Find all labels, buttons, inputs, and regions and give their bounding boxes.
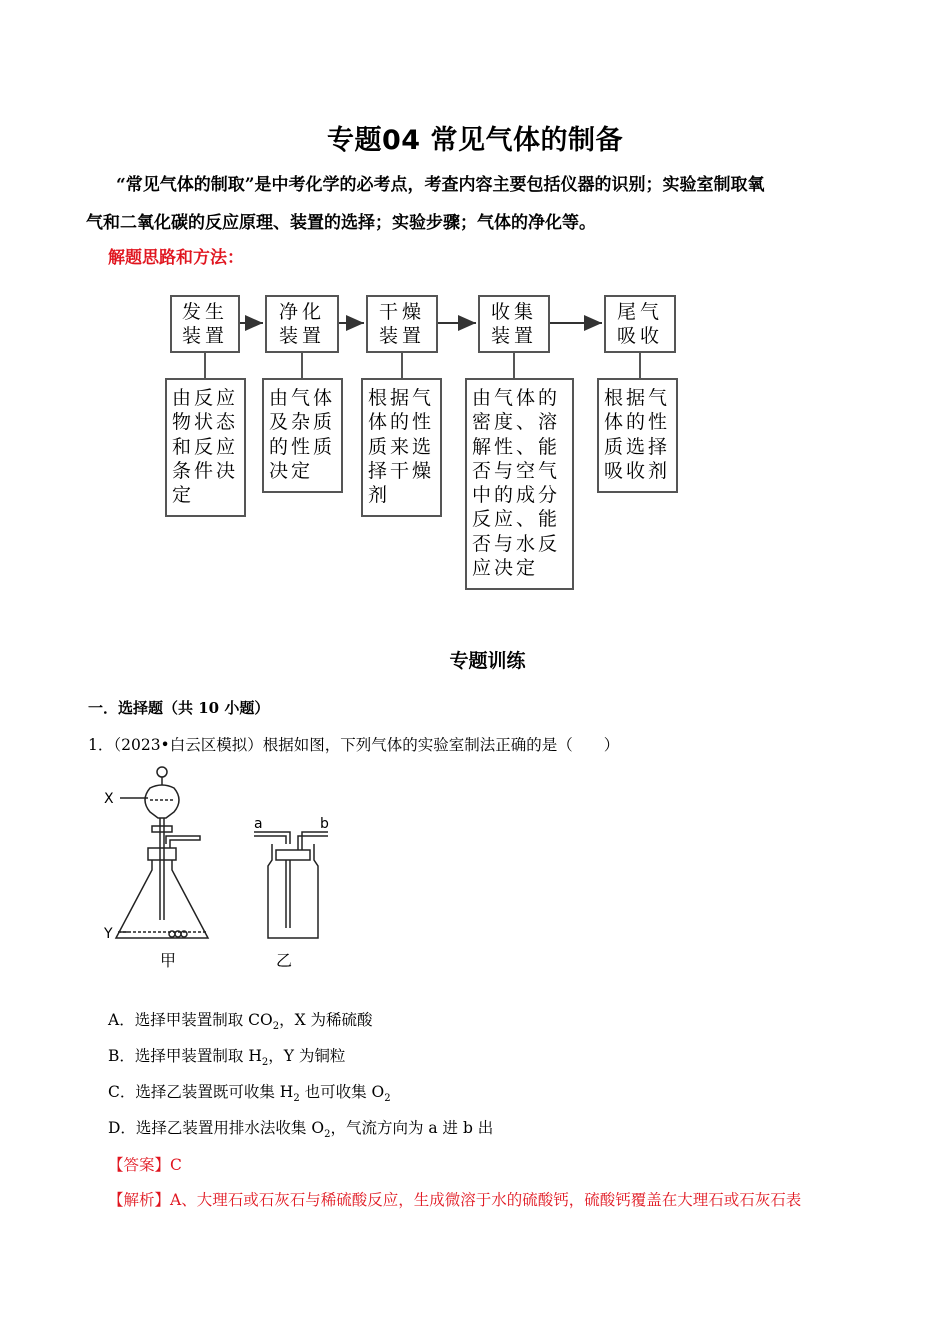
option-c[interactable] xyxy=(108,1080,391,1104)
separatory-funnel xyxy=(145,785,179,818)
option-b-text: B．选择甲装置制取 H xyxy=(108,1047,262,1065)
flow-step-tail-gas: 尾气 吸收 xyxy=(604,295,676,353)
label-x: X xyxy=(104,791,114,807)
option-d[interactable] xyxy=(108,1116,493,1140)
label-b: b xyxy=(320,816,329,832)
bottle-stopper xyxy=(276,850,310,860)
method-heading: 解题思路和方法： xyxy=(108,248,244,268)
funnel-stopper xyxy=(157,767,167,777)
flow-note-generation: 由反应 物状态 和反应 条件决 定 xyxy=(165,378,246,517)
intro-line-2: 气和二氧化碳的反应原理、装置的选择；实验步骤；气体的净化等。 xyxy=(86,213,596,233)
question-1: 1．（2023•白云区模拟）根据如图，下列气体的实验室制法正确的是（ ） xyxy=(88,736,620,754)
label-jia: 甲 xyxy=(160,951,177,970)
label-a: a xyxy=(254,816,263,832)
option-d-text-2: ，气流方向为 a 进 b 出 xyxy=(330,1119,494,1137)
option-d-text: D．选择乙装置用排水法收集 O xyxy=(108,1119,325,1137)
flow-note-tail-gas: 根据气 体的性 质选择 吸收剂 xyxy=(597,378,678,493)
label-yi: 乙 xyxy=(276,951,293,970)
option-a-text: A．选择甲装置制取 CO xyxy=(108,1011,273,1029)
flow-step-generation: 发生 装置 xyxy=(170,295,240,353)
training-heading: 专题训练 xyxy=(449,650,526,672)
explanation: 【解析】A、大理石或石灰石与稀硫酸反应，生成微溶于水的硫酸钙，硫酸钙覆盖在大理石或石灰石表 xyxy=(108,1191,802,1209)
intro-line-1: “常见气体的制取”是中考化学的必考点，考查内容主要包括仪器的识别；实验室制取氧 xyxy=(116,175,765,195)
option-b-text-2: ，Y 为铜粒 xyxy=(268,1047,346,1065)
option-a-sub: 2 xyxy=(272,1021,280,1033)
flask-stopper xyxy=(148,848,176,860)
flow-step-purification: 净化 装置 xyxy=(265,295,339,353)
flow-note-collection: 由气体的 密度、溶 解性、能 否与空气 中的成分 反应、能 否与水反 应决定 xyxy=(465,378,574,590)
flow-step-drying: 干燥 装置 xyxy=(366,295,438,353)
option-c-sub-2: 2 xyxy=(384,1093,391,1105)
flow-note-purification: 由气体 及杂质 的性质 决定 xyxy=(262,378,343,493)
option-b-sub: 2 xyxy=(261,1057,269,1069)
apparatus-figure xyxy=(100,760,340,975)
option-c-sub: 2 xyxy=(293,1093,300,1105)
flow-note-drying: 根据气 体的性 质来选 择干燥 剂 xyxy=(361,378,442,517)
answer: 【答案】C xyxy=(108,1156,182,1174)
option-c-text-2: 也可收集 O xyxy=(299,1083,385,1101)
option-a-text-2: ，X 为稀硫酸 xyxy=(279,1011,373,1029)
option-c-text: C．选择乙装置既可收集 H xyxy=(108,1083,294,1101)
conical-flask xyxy=(116,860,208,938)
flow-step-collection: 收集 装置 xyxy=(478,295,550,353)
label-y: Y xyxy=(104,926,113,942)
page-title: 专题04 常见气体的制备 xyxy=(327,125,623,156)
option-b[interactable] xyxy=(108,1044,345,1068)
option-d-sub: 2 xyxy=(324,1129,331,1141)
option-a[interactable] xyxy=(108,1008,373,1032)
section-heading: 一．选择题（共 10 小题） xyxy=(88,699,270,717)
